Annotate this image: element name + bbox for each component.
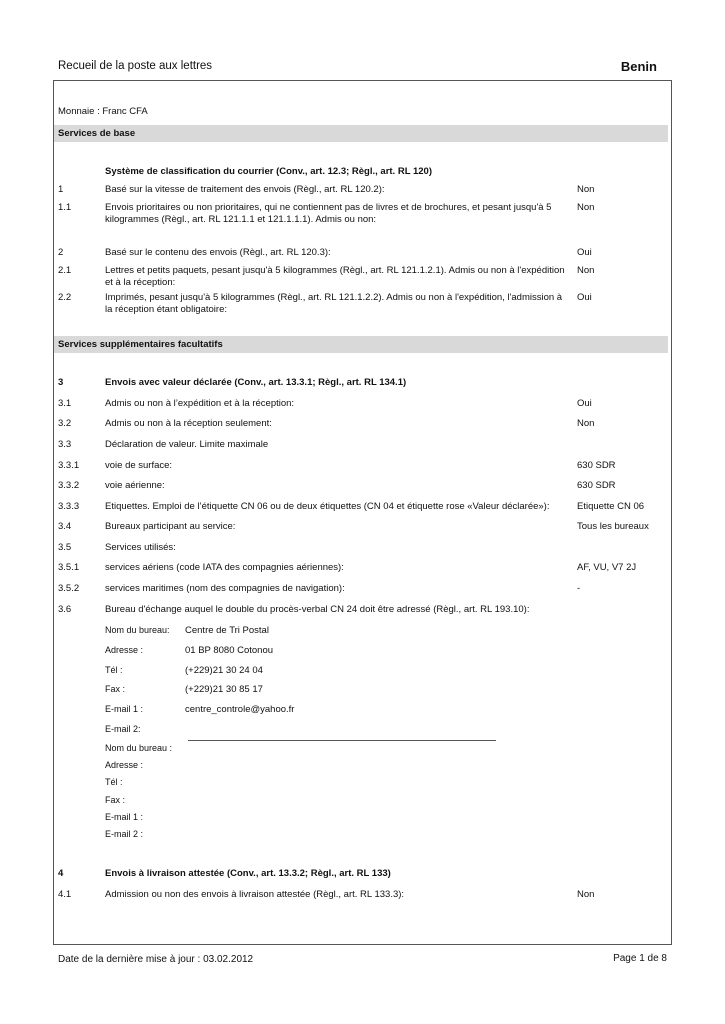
currency-label: Monnaie : Franc CFA	[58, 106, 148, 117]
row-text: Imprimés, pesant jusqu'à 5 kilogrammes (Règl., art. RL 121.1.2.2). Admis ou non à l'expédition, l'admission à la réception étant obligatoire:	[105, 292, 563, 315]
row-value: Non	[577, 202, 595, 213]
row-text: services aériens (code IATA des compagnies aériennes):	[105, 562, 344, 573]
row-number: 3.3.2	[58, 480, 80, 491]
contact-label: Adresse :	[105, 645, 144, 655]
row-text: Envois avec valeur déclarée (Conv., art. 13.3.1; Règl., art. RL 134.1)	[105, 377, 407, 388]
section-band-optional	[54, 336, 668, 353]
row-number: 2.2	[58, 292, 72, 303]
row-number: 3.1	[58, 398, 72, 409]
row-text: voie aérienne:	[105, 480, 165, 491]
row-value: Non	[577, 184, 595, 195]
row-number: 3.6	[58, 604, 72, 615]
row-text: Admis ou non à l’expédition et à la réception:	[105, 398, 295, 409]
divider	[188, 740, 496, 741]
row-value: Non	[577, 265, 595, 276]
contact-label: Fax :	[105, 795, 126, 805]
row-number: 4	[58, 868, 64, 879]
row-number: 3.5	[58, 542, 72, 553]
row-number: 1.1	[58, 202, 72, 213]
row-value: Oui	[577, 292, 592, 303]
section-band-basic	[54, 125, 668, 142]
row-number: 3	[58, 377, 64, 388]
row-number: 3.2	[58, 418, 72, 429]
row-text: Bureau d'échange auquel le double du procès-verbal CN 24 doit être adressé (Règl., art. RL 193.10):	[105, 604, 530, 615]
row-text: Services utilisés:	[105, 542, 176, 553]
page-number: Page 1 de 8	[613, 953, 667, 964]
contact-label: Nom du bureau:	[105, 625, 170, 635]
row-value: Tous les bureaux	[577, 521, 649, 532]
row-text: services maritimes (nom des compagnies de navigation):	[105, 583, 345, 594]
row-number: 3.3	[58, 439, 72, 450]
row-text: Basé sur la vitesse de traitement des envois (Règl., art. RL 120.2):	[105, 184, 385, 195]
country-name: Benin	[620, 59, 657, 74]
contact-label: E-mail 1 :	[105, 704, 144, 714]
row-value: Oui	[577, 247, 592, 258]
row-text: Etiquettes. Emploi de l’étiquette CN 06 ou de deux étiquettes (CN 04 et étiquette rose «Valeur déclarée»):	[105, 501, 550, 512]
contact-label: E-mail 2 :	[105, 829, 144, 839]
section-title-basic: Services de base	[58, 128, 136, 139]
row-number: 3.3.3	[58, 501, 80, 512]
row-value: -	[577, 583, 581, 594]
row-text: Système de classification du courrier (Conv., art. 12.3; Règl., art. RL 120)	[105, 166, 432, 177]
row-value: 630 SDR	[577, 460, 616, 471]
row-text: Admis ou non à la réception seulement:	[105, 418, 272, 429]
row-text: Basé sur le contenu des envois (Règl., art. RL 120.3):	[105, 247, 331, 258]
row-text: Bureaux participant au service:	[105, 521, 236, 532]
contact-label: Adresse :	[105, 760, 144, 770]
row-value: Non	[577, 889, 595, 900]
row-text: Déclaration de valeur. Limite maximale	[105, 439, 269, 450]
contact-label: E-mail 2:	[105, 724, 141, 734]
contact-label: Nom du bureau :	[105, 743, 173, 753]
row-value: AF, VU, V7 2J	[577, 562, 637, 573]
row-text: Envois prioritaires ou non prioritaires, qui ne contiennent pas de livres et de brochures, et pesant jusqu'à 5 kilogrammes (Règl., art. RL 121.1.1 et 121.1.1.1). Admis ou non:	[105, 202, 552, 225]
row-number: 1	[58, 184, 64, 195]
row-number: 2.1	[58, 265, 72, 276]
contact-value: 01 BP 8080 Cotonou	[185, 645, 274, 656]
row-text: Envois à livraison attestée (Conv., art. 13.3.2; Règl., art. RL 133)	[105, 868, 391, 879]
section-title-optional: Services supplémentaires facultatifs	[58, 339, 223, 350]
row-number: 3.5.1	[58, 562, 80, 573]
contact-email[interactable]: centre_controle@yahoo.fr	[185, 704, 295, 715]
contact-label: Tél :	[105, 665, 123, 675]
row-value: Oui	[577, 398, 592, 409]
row-number: 4.1	[58, 889, 72, 900]
last-updated: Date de la dernière mise à jour : 03.02.2012	[58, 954, 254, 965]
row-number: 3.3.1	[58, 460, 80, 471]
row-text: voie de surface:	[105, 460, 173, 471]
contact-label: Fax :	[105, 684, 126, 694]
contact-label: E-mail 1 :	[105, 812, 144, 822]
row-number: 3.5.2	[58, 583, 80, 594]
row-number: 3.4	[58, 521, 72, 532]
row-number: 2	[58, 247, 64, 258]
contact-value: (+229)21 30 85 17	[185, 684, 263, 695]
contact-value: (+229)21 30 24 04	[185, 665, 263, 676]
row-text: Admission ou non des envois à livraison attestée (Règl., art. RL 133.3):	[105, 889, 405, 900]
document-title: Recueil de la poste aux lettres	[58, 60, 213, 72]
row-value: Etiquette CN 06	[577, 501, 645, 512]
contact-value: Centre de Tri Postal	[185, 625, 269, 636]
row-text: Lettres et petits paquets, pesant jusqu'à 5 kilogrammes (Règl., art. RL 121.1.2.1). Admis ou non à l'expédition et à la réception:	[105, 265, 565, 288]
row-value: 630 SDR	[577, 480, 616, 491]
contact-label: Tél :	[105, 777, 123, 787]
row-value: Non	[577, 418, 595, 429]
